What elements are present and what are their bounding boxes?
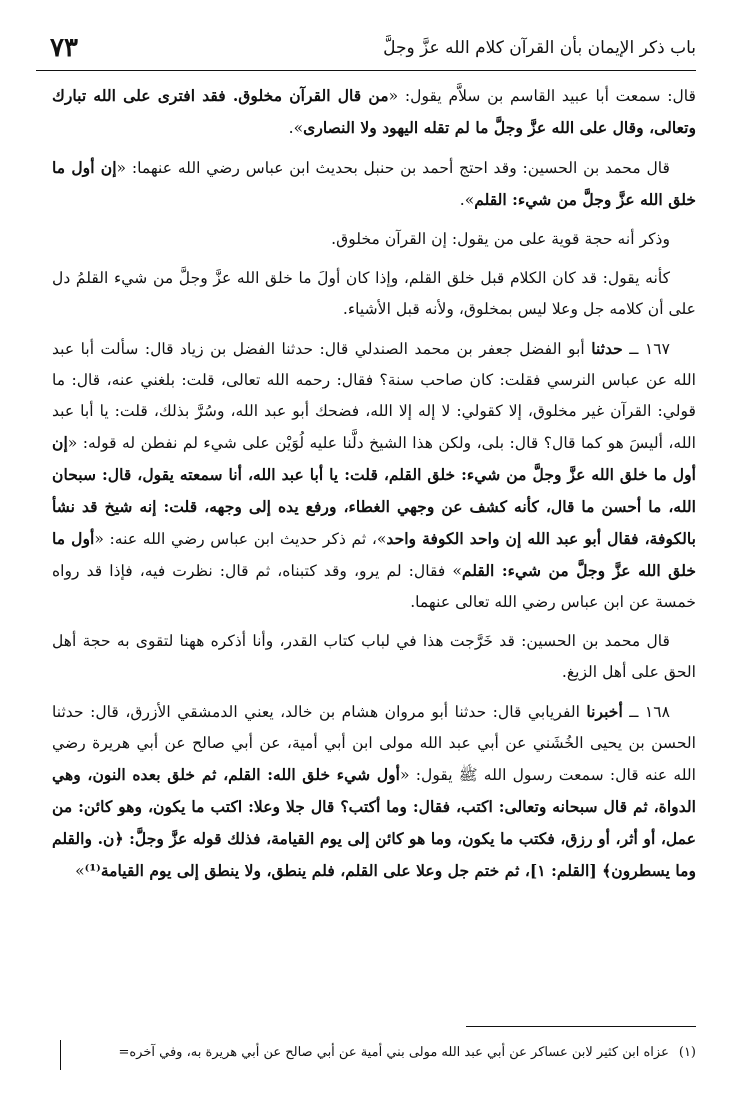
bold-text: أول شيء خلق الله: القلم، ثم خلق بعده النون، وهي الدواة، ثم قال سبحانه وتعالى: اكتب، فقال: وما أكتب؟ قال جلا وعلا: اكتب ما يكون، وهو كائن: من عمل، أو أثر، أو رزق، فكتب ما يكون، وما هو كائن إلى يوم القيامة، فذلك قوله عزَّ وجلَّ: ﴿ن. والقلم وما يسطرون﴾ [القلم: ١]، ثم ختم جل وعلا على القلم، فلم ينطق، ولا ينطق إلى يوم القيامة⁽¹⁾ bbox=[52, 765, 696, 880]
text-run: »، ثم ذكر حديث ابن عباس رضي الله عنه: « bbox=[94, 530, 387, 548]
text-run: ». bbox=[288, 119, 304, 137]
page-number: ٧٣ bbox=[50, 33, 78, 63]
text-run: » bbox=[75, 862, 85, 880]
footnote-number: (١) bbox=[678, 1045, 696, 1060]
paragraph bbox=[52, 80, 696, 144]
paragraph bbox=[52, 152, 696, 216]
text-run: ١٦٨ ــ bbox=[622, 703, 670, 721]
text-run: أبو الفضل جعفر بن محمد الصندلي قال: حدثنا الفضل بن زياد قال: سألت أبا عبد الله عن عباس النرسي فقلت: كان صاحب سنة؟ فقال: رحمه الله تعالى، قلت: بلغني عنه، قال: ما قولي: القرآن غير مخلوق، إلا كقولي: لا إله إلا الله، فضحك أبو عبد الله، وسُرَّ بذلك، قلت: يا أبا عبد الله، أليسَ هو كما قال؟ قال: بلى، ولكن هذا الشيخ دلَّنا عليه لُوَيْن على شيء لم نفطن له قوله: « bbox=[52, 340, 696, 452]
text-run: قال محمد بن الحسين: وقد احتج أحمد بن حنبل بحديث ابن عباس رضي الله عنهما: « bbox=[116, 159, 670, 177]
footnotes bbox=[56, 1040, 696, 1066]
text-run: قال: سمعت أبا عبيد القاسم بن سلاَّم يقول: « bbox=[388, 87, 697, 105]
text-run: ١٦٧ ــ bbox=[622, 340, 670, 358]
paragraph bbox=[52, 224, 696, 255]
chapter-title: باب ذكر الإيمان بأن القرآن كلام الله عزَّ وجلَّ bbox=[383, 38, 696, 58]
footnote bbox=[56, 1040, 696, 1066]
paragraph bbox=[52, 696, 696, 887]
main-text bbox=[52, 80, 696, 895]
bold-text: حدثنا bbox=[591, 339, 623, 358]
bold-text: من قال القرآن مخلوق. فقد افترى على الله تبارك وتعالى، وقال على الله عزَّ وجلَّ ما لم تقله اليهود ولا النصارى bbox=[52, 86, 696, 137]
bold-text: أخبرنا bbox=[586, 702, 623, 721]
bold-text: إن أول ما خلق الله عزَّ وجلَّ من شيء: خلق القلم، قلت: يا أبا عبد الله، أنا سمعته يقول، قال: سبحان الله، ما أحسن ما قال، كأنه كشف عن وجهي الغطاء، ورفع يده إلى وجهه، قلت: إنه شيخ قد نشأ بالكوفة، فقال أبو عبد الله إن واحد الكوفة واحد bbox=[52, 433, 696, 548]
paragraph bbox=[52, 626, 696, 688]
text-run: » فقال: لم يرو، وقد كتبناه، ثم قال: نظرت فيه، فإذا قد رواه خمسة عن ابن عباس رضي الله تعالى عنهما. bbox=[52, 562, 696, 611]
paragraph bbox=[52, 263, 696, 325]
text-run: الفريابي قال: حدثنا أبو مروان هشام بن خالد، يعني الدمشقي الأزرق، قال: حدثنا الحسن بن يحيى الخُشَني عن أبي عبد الله مولى ابن أبي أمية، عن أبي صالح عن أبي هريرة رضي الله عنه قال: سمعت رسول الله ﷺ يقول: « bbox=[52, 703, 696, 784]
footnote-divider bbox=[466, 1026, 696, 1027]
text-run: قال محمد بن الحسين: قد خَرَّجت هذا في لباب كتاب القدر، وأنا أذكره ههنا لتقوى به حجة أهل الحق على أهل الزيغ. bbox=[52, 632, 696, 681]
text-run: وذكر أنه حجة قوية على من يقول: إن القرآن مخلوق. bbox=[331, 230, 670, 248]
footnote-text: عزاه ابن كثير لابن عساكر عن أبي عبد الله مولى بني أمية عن أبي صالح عن أبي هريرة به، وفي آخره= bbox=[118, 1045, 669, 1060]
bold-text: إن أول ما خلق الله عزَّ وجلَّ من شيء: القلم bbox=[52, 158, 696, 209]
bold-text: أول ما خلق الله عزَّ وجلَّ من شيء: القلم bbox=[52, 529, 696, 580]
text-run: كأنه يقول: قد كان الكلام قبل خلق القلم، وإذا كان أولَ ما خلق الله عزَّ وجلَّ من شيء القلمُ دل على أن كلامه جل وعلا ليس بمخلوق، ولأنه قبل الأشياء. bbox=[52, 269, 696, 318]
text-run: ». bbox=[459, 191, 475, 209]
running-header bbox=[36, 26, 696, 71]
paragraph bbox=[52, 333, 696, 618]
